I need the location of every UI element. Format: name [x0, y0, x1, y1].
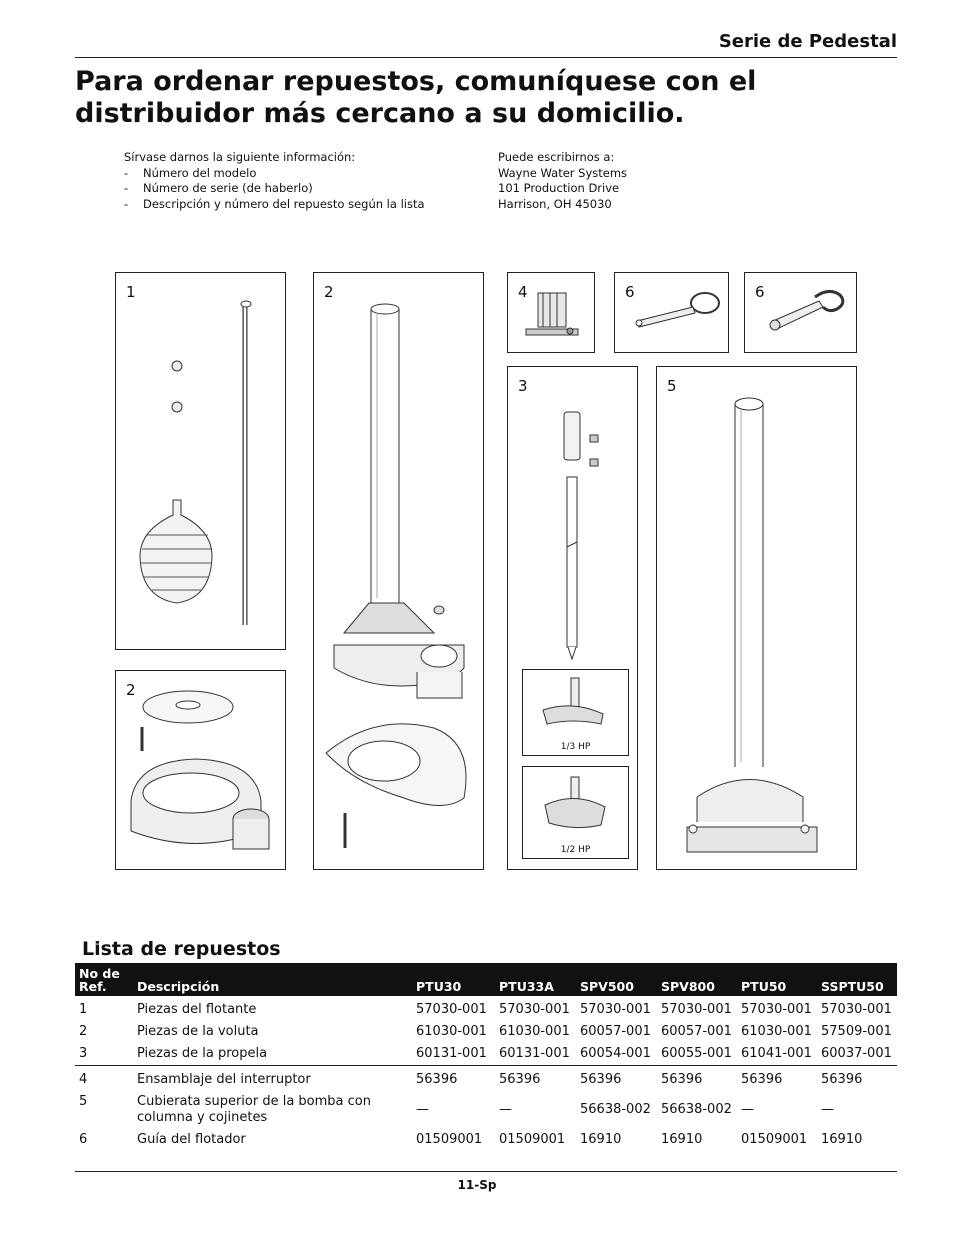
table-cell: 57509-001 [821, 1024, 892, 1039]
table-cell: 16910 [661, 1132, 703, 1147]
column-header: No de Ref. [75, 963, 133, 996]
table-cell: 6 [79, 1132, 88, 1147]
table-cell: 16910 [580, 1132, 622, 1147]
figure-switch-assembly [507, 272, 595, 353]
table-cell: 61030-001 [499, 1024, 570, 1039]
table-cell: 56638-002 [661, 1102, 732, 1117]
table-cell: 60057-001 [580, 1024, 651, 1039]
pump-cover-illustration [657, 367, 858, 871]
figure-number: 6 [625, 283, 635, 301]
table-cell: 57030-001 [499, 1002, 570, 1017]
horsepower-label: 1/3 HP [560, 742, 591, 752]
table-row [75, 996, 897, 1021]
table-cell: Piezas de la voluta [137, 1024, 259, 1039]
table-cell: 56638-002 [580, 1102, 651, 1117]
horsepower-label: 1/2 HP [560, 845, 591, 855]
figure-number: 6 [755, 283, 765, 301]
address-line: Harrison, OH 45030 [498, 196, 612, 211]
address-line: 101 Production Drive [498, 181, 620, 196]
column-header: PTU50 [737, 963, 817, 996]
column-header: PTU33A [495, 963, 576, 996]
table-cell: — [499, 1102, 512, 1117]
figure-number: 4 [518, 283, 528, 301]
table-row [75, 1043, 897, 1066]
address-line: Puede escribirnos a: [498, 150, 615, 164]
info-item: - Número del modelo [124, 165, 257, 180]
table-cell: 60037-001 [821, 1046, 892, 1061]
table-cell: 01509001 [416, 1132, 483, 1147]
volute-illustration [116, 671, 287, 871]
column-header: SPV800 [657, 963, 737, 996]
table-cell: 60055-001 [661, 1046, 732, 1061]
figure-number: 5 [667, 377, 677, 395]
table-cell: 56396 [737, 1066, 817, 1092]
figure-float-guide-a [614, 272, 729, 353]
table-cell: Guía del flotador [137, 1132, 246, 1147]
table-cell: 61030-001 [741, 1024, 812, 1039]
table-cell: 57030-001 [661, 1002, 732, 1017]
table-cell: 1 [79, 1002, 88, 1017]
table-row [75, 1066, 897, 1092]
table-cell: 60054-001 [580, 1046, 651, 1061]
table-cell: Piezas de la propela [137, 1046, 268, 1061]
table-cell: 01509001 [741, 1132, 808, 1147]
table-cell: 56396 [576, 1066, 657, 1092]
column-header: Descripción [133, 963, 412, 996]
table-cell: 60131-001 [499, 1046, 570, 1061]
table-row [75, 1021, 897, 1043]
table-cell: — [821, 1102, 834, 1117]
table-cell: 4 [75, 1066, 133, 1092]
table-cell: 61041-001 [741, 1046, 812, 1061]
table-cell: 01509001 [499, 1132, 566, 1147]
propeller-1-2hp [522, 766, 629, 859]
figure-propeller-parts [507, 366, 638, 870]
parts-list-title: Lista de repuestos [82, 938, 281, 960]
table-row [75, 1129, 897, 1151]
table-cell: Piezas del flotante [137, 1002, 257, 1017]
table-cell: 56396 [495, 1066, 576, 1092]
table-cell: Ensamblaje del interruptor [133, 1066, 412, 1092]
table-cell: 2 [79, 1024, 88, 1039]
column-base-illustration [314, 273, 485, 871]
table-cell: 56396 [657, 1066, 737, 1092]
table-cell: 61030-001 [416, 1024, 487, 1039]
table-cell: 57030-001 [416, 1002, 487, 1017]
figure-number: 1 [126, 283, 136, 301]
table-cell: 57030-001 [580, 1002, 651, 1017]
table-cell: 5 [79, 1094, 88, 1109]
info-request [124, 150, 425, 212]
table-cell: 57030-001 [821, 1002, 892, 1017]
figure-number: 2 [126, 681, 136, 699]
table-cell: 60131-001 [416, 1046, 487, 1061]
page-title: Para ordenar repuestos, comuníquese con el distribuidor más cercano a su domicilio. [75, 66, 757, 129]
table-cell: Cubierata superior de la bomba con columna y cojinetes [137, 1094, 371, 1125]
table-cell: 56396 [817, 1066, 897, 1092]
float-assembly-illustration [116, 273, 287, 651]
info-item: - Descripción y número del repuesto según la lista [124, 196, 425, 211]
table-cell: 3 [79, 1046, 88, 1061]
mailing-address [498, 150, 627, 212]
page-number: 11-Sp [457, 1178, 497, 1192]
table-row [75, 1091, 897, 1129]
table-header-row [75, 963, 897, 996]
figure-pump-cover-column [656, 366, 857, 870]
info-intro: Sírvase darnos la siguiente información: [124, 150, 356, 164]
series-label: Serie de Pedestal [718, 31, 897, 52]
propeller-1-3hp [522, 669, 629, 756]
figure-number: 2 [324, 283, 334, 301]
top-divider [75, 57, 897, 58]
info-item: - Número de serie (de haberlo) [124, 181, 313, 196]
figure-float-guide-b [744, 272, 857, 353]
shaft-illustration [508, 367, 639, 667]
figure-float-parts [115, 272, 286, 650]
column-header: SPV500 [576, 963, 657, 996]
bottom-divider [75, 1171, 897, 1172]
column-header: SSPTU50 [817, 963, 897, 996]
table-cell: 56396 [412, 1066, 495, 1092]
table-cell: 16910 [821, 1132, 863, 1147]
table-cell: — [741, 1102, 754, 1117]
figure-volute-column [313, 272, 484, 870]
figure-volute-parts [115, 670, 286, 870]
table-cell: 57030-001 [741, 1002, 812, 1017]
column-header: PTU30 [412, 963, 495, 996]
address-line: Wayne Water Systems [498, 165, 628, 180]
table-cell: 60057-001 [661, 1024, 732, 1039]
parts-table [75, 963, 897, 1151]
table-cell: — [416, 1102, 429, 1117]
figure-number: 3 [518, 377, 528, 395]
